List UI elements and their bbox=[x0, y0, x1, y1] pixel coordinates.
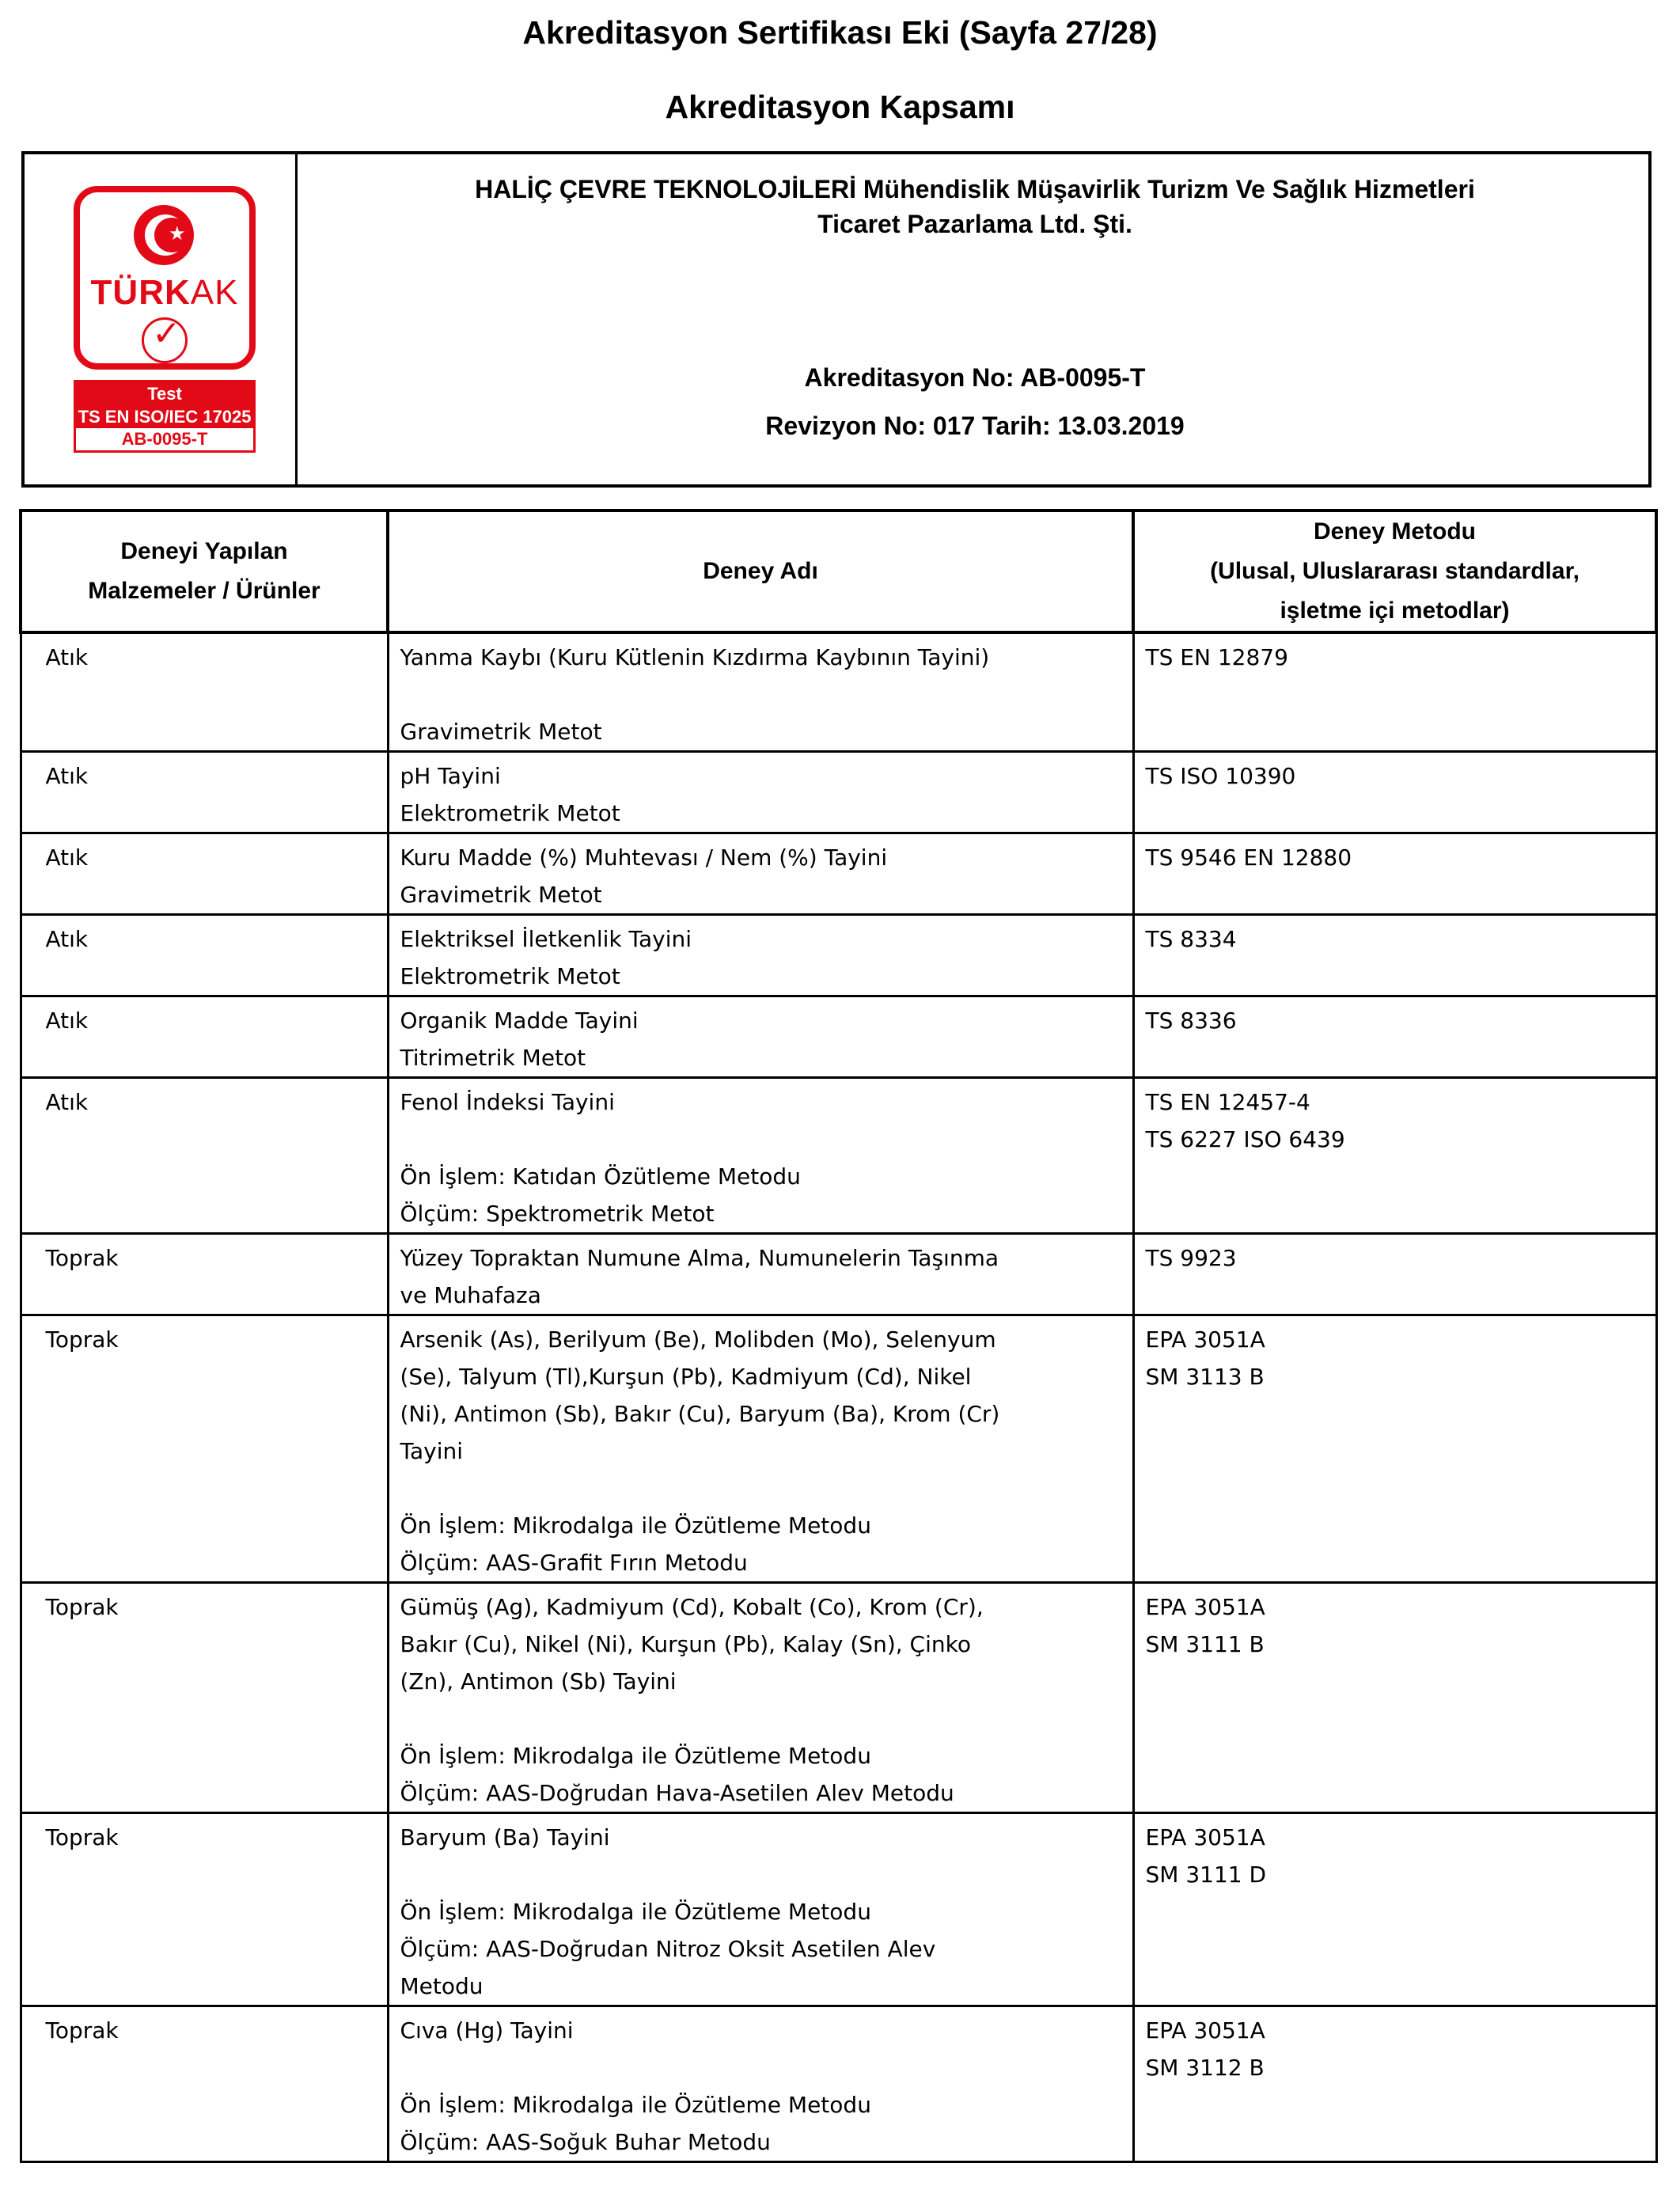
table-row bbox=[21, 996, 1656, 1078]
test-name-cell: pH Tayini Elektrometrik Metot bbox=[388, 752, 1133, 833]
test-method-cell: EPA 3051A SM 3112 B bbox=[1133, 2006, 1656, 2162]
material-cell: Atık bbox=[21, 632, 388, 752]
test-name-cell: Arsenik (As), Berilyum (Be), Molibden (Mo), Selenyum (Se), Talyum (Tl),Kurşun (Pb), Kadmiyum (Cd), Nikel (Ni), Antimon (Sb), Bakır (Cu), Baryum (Ba), Krom (Cr) Tayini Ön İşlem: Mikrodalga ile Özütleme Metodu Ölçüm: AAS-Grafit Fırın Metodu bbox=[388, 1315, 1133, 1583]
test-method-cell: TS EN 12879 bbox=[1133, 632, 1656, 752]
material-cell: Toprak bbox=[21, 1813, 388, 2006]
test-name-cell: Kuru Madde (%) Muhtevası / Nem (%) Tayini Gravimetrik Metot bbox=[388, 833, 1133, 915]
test-name-cell: Yanma Kaybı (Kuru Kütlenin Kızdırma Kaybının Tayini) Gravimetrik Metot bbox=[388, 632, 1133, 752]
test-name-cell: Yüzey Topraktan Numune Alma, Numunelerin Taşınma ve Muhafaza bbox=[388, 1234, 1133, 1315]
header-test-name: Deney Adı bbox=[388, 510, 1133, 632]
scope-table bbox=[19, 509, 1658, 2163]
test-method-cell: EPA 3051A SM 3111 B bbox=[1133, 1583, 1656, 1813]
table-row bbox=[21, 1813, 1656, 2006]
test-name-cell: Gümüş (Ag), Kadmiyum (Cd), Kobalt (Co), Krom (Cr), Bakır (Cu), Nikel (Ni), Kurşun (Pb), Kalay (Sn), Çinko (Zn), Antimon (Sb) Tayini Ön İşlem: Mikrodalga ile Özütleme Metodu Ölçüm: AAS-Doğrudan Hava-Asetilen Alev Metodu bbox=[388, 1583, 1133, 1813]
material-cell: Toprak bbox=[21, 1234, 388, 1315]
test-name-cell: Fenol İndeksi Tayini Ön İşlem: Katıdan Özütleme Metodu Ölçüm: Spektrometrik Metot bbox=[388, 1078, 1133, 1234]
test-method-cell: TS EN 12457-4 TS 6227 ISO 6439 bbox=[1133, 1078, 1656, 1234]
table-row bbox=[21, 1078, 1656, 1234]
test-name-cell: Elektriksel İletkenlik Tayini Elektrometrik Metot bbox=[388, 915, 1133, 996]
material-cell: Atık bbox=[21, 833, 388, 915]
table-row bbox=[21, 752, 1656, 833]
test-name-cell: Cıva (Hg) Tayini Ön İşlem: Mikrodalga ile Özütleme Metodu Ölçüm: AAS-Soğuk Buhar Metodu bbox=[388, 2006, 1133, 2162]
logo-cell bbox=[25, 154, 298, 484]
table-row bbox=[21, 632, 1656, 752]
page-title: Akreditasyon Sertifikası Eki (Sayfa 27/28) bbox=[522, 14, 1158, 51]
table-row bbox=[21, 1315, 1656, 1583]
table-row bbox=[21, 2006, 1656, 2162]
certificate-header bbox=[21, 151, 1652, 488]
test-method-cell: TS 9923 bbox=[1133, 1234, 1656, 1315]
header-materials: Deneyi Yapılan Malzemeler / Ürünler bbox=[21, 510, 388, 632]
test-method-cell: EPA 3051A SM 3111 D bbox=[1133, 1813, 1656, 2006]
material-cell: Atık bbox=[21, 996, 388, 1078]
material-cell: Toprak bbox=[21, 1583, 388, 1813]
table-row bbox=[21, 1583, 1656, 1813]
material-cell: Atık bbox=[21, 915, 388, 996]
test-name-cell: Baryum (Ba) Tayini Ön İşlem: Mikrodalga ile Özütleme Metodu Ölçüm: AAS-Doğrudan Nitroz Oksit Asetilen Alev Metodu bbox=[388, 1813, 1133, 2006]
logo-accreditation-band: Test TS EN ISO/IEC 17025 AB-0095-T bbox=[74, 380, 256, 453]
revision-info: Revizyon No: 017 Tarih: 13.03.2019 bbox=[765, 412, 1185, 440]
organization-name-line1: HALİÇ ÇEVRE TEKNOLOJİLERİ Mühendislik Müşavirlik Turizm Ve Sağlık Hizmetleri bbox=[475, 175, 1475, 203]
material-cell: Toprak bbox=[21, 1315, 388, 1583]
material-cell: Atık bbox=[21, 752, 388, 833]
logo-wordmark: TÜRKAK bbox=[90, 273, 239, 312]
accreditation-number: Akreditasyon No: AB-0095-T bbox=[804, 363, 1146, 392]
checkmark-icon: ✓ bbox=[142, 317, 188, 363]
material-cell: Toprak bbox=[21, 2006, 388, 2162]
crescent-star-icon: ★ bbox=[134, 205, 194, 265]
test-method-cell: EPA 3051A SM 3113 B bbox=[1133, 1315, 1656, 1583]
table-row bbox=[21, 1234, 1656, 1315]
page-subtitle: Akreditasyon Kapsamı bbox=[665, 89, 1015, 125]
organization-name-line2: Ticaret Pazarlama Ltd. Şti. bbox=[817, 210, 1132, 238]
table-row bbox=[21, 833, 1656, 915]
turkak-logo bbox=[74, 186, 256, 370]
material-cell: Atık bbox=[21, 1078, 388, 1234]
header-test-method: Deney Metodu (Ulusal, Uluslararası standardlar, işletme içi metodlar) bbox=[1133, 510, 1656, 632]
table-header-row bbox=[21, 510, 1656, 632]
test-method-cell: TS 8336 bbox=[1133, 996, 1656, 1078]
test-method-cell: TS 8334 bbox=[1133, 915, 1656, 996]
test-name-cell: Organik Madde Tayini Titrimetrik Metot bbox=[388, 996, 1133, 1078]
test-method-cell: TS ISO 10390 bbox=[1133, 752, 1656, 833]
test-method-cell: TS 9546 EN 12880 bbox=[1133, 833, 1656, 915]
table-row bbox=[21, 915, 1656, 996]
